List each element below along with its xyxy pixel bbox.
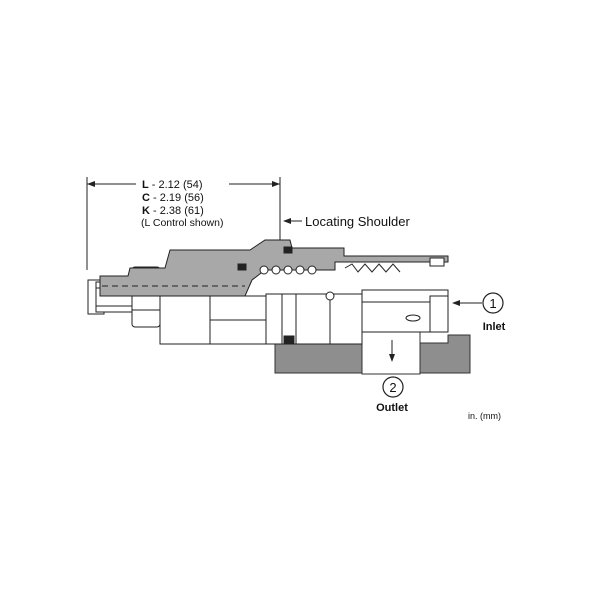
dimension-row-l: L - 2.12 (54) — [142, 179, 203, 191]
port-2-label: Outlet — [376, 402, 408, 414]
locating-shoulder-label: Locating Shoulder — [305, 214, 410, 229]
dimension-arrow-left — [87, 181, 95, 187]
locating-shoulder-callout — [283, 214, 410, 229]
inlet-arrow — [452, 300, 460, 306]
inlet-callout — [452, 293, 506, 333]
spring-coil — [272, 266, 280, 274]
seal — [284, 247, 292, 253]
poppet-spring — [345, 264, 400, 272]
seal — [284, 336, 294, 344]
valve-body — [88, 240, 448, 344]
outlet-callout — [376, 377, 408, 414]
nose-tip — [430, 296, 448, 332]
spring-coil — [308, 266, 316, 274]
units-note: in. (mm) — [468, 411, 501, 421]
spring-coil — [284, 266, 292, 274]
spring-coil — [296, 266, 304, 274]
port-1-number: 1 — [489, 296, 497, 311]
port-2-number: 2 — [389, 380, 397, 395]
dimension-arrow-right — [272, 181, 280, 187]
cross-port — [406, 315, 420, 321]
outlet-port-bore — [362, 332, 420, 374]
check-ball — [326, 292, 334, 300]
body-section — [160, 296, 210, 344]
poppet-cap — [430, 258, 444, 266]
port-1-label: Inlet — [482, 321, 506, 333]
seal — [238, 264, 246, 270]
spring-coil — [260, 266, 268, 274]
callout-arrow — [283, 218, 291, 224]
dimension-row-k: K - 2.38 (61) — [142, 205, 204, 217]
dimension-labels — [141, 179, 223, 229]
dimension-row-c: C - 2.19 (56) — [142, 192, 204, 204]
cartridge-sleeve — [266, 294, 362, 344]
dimension-note: (L Control shown) — [141, 217, 224, 229]
